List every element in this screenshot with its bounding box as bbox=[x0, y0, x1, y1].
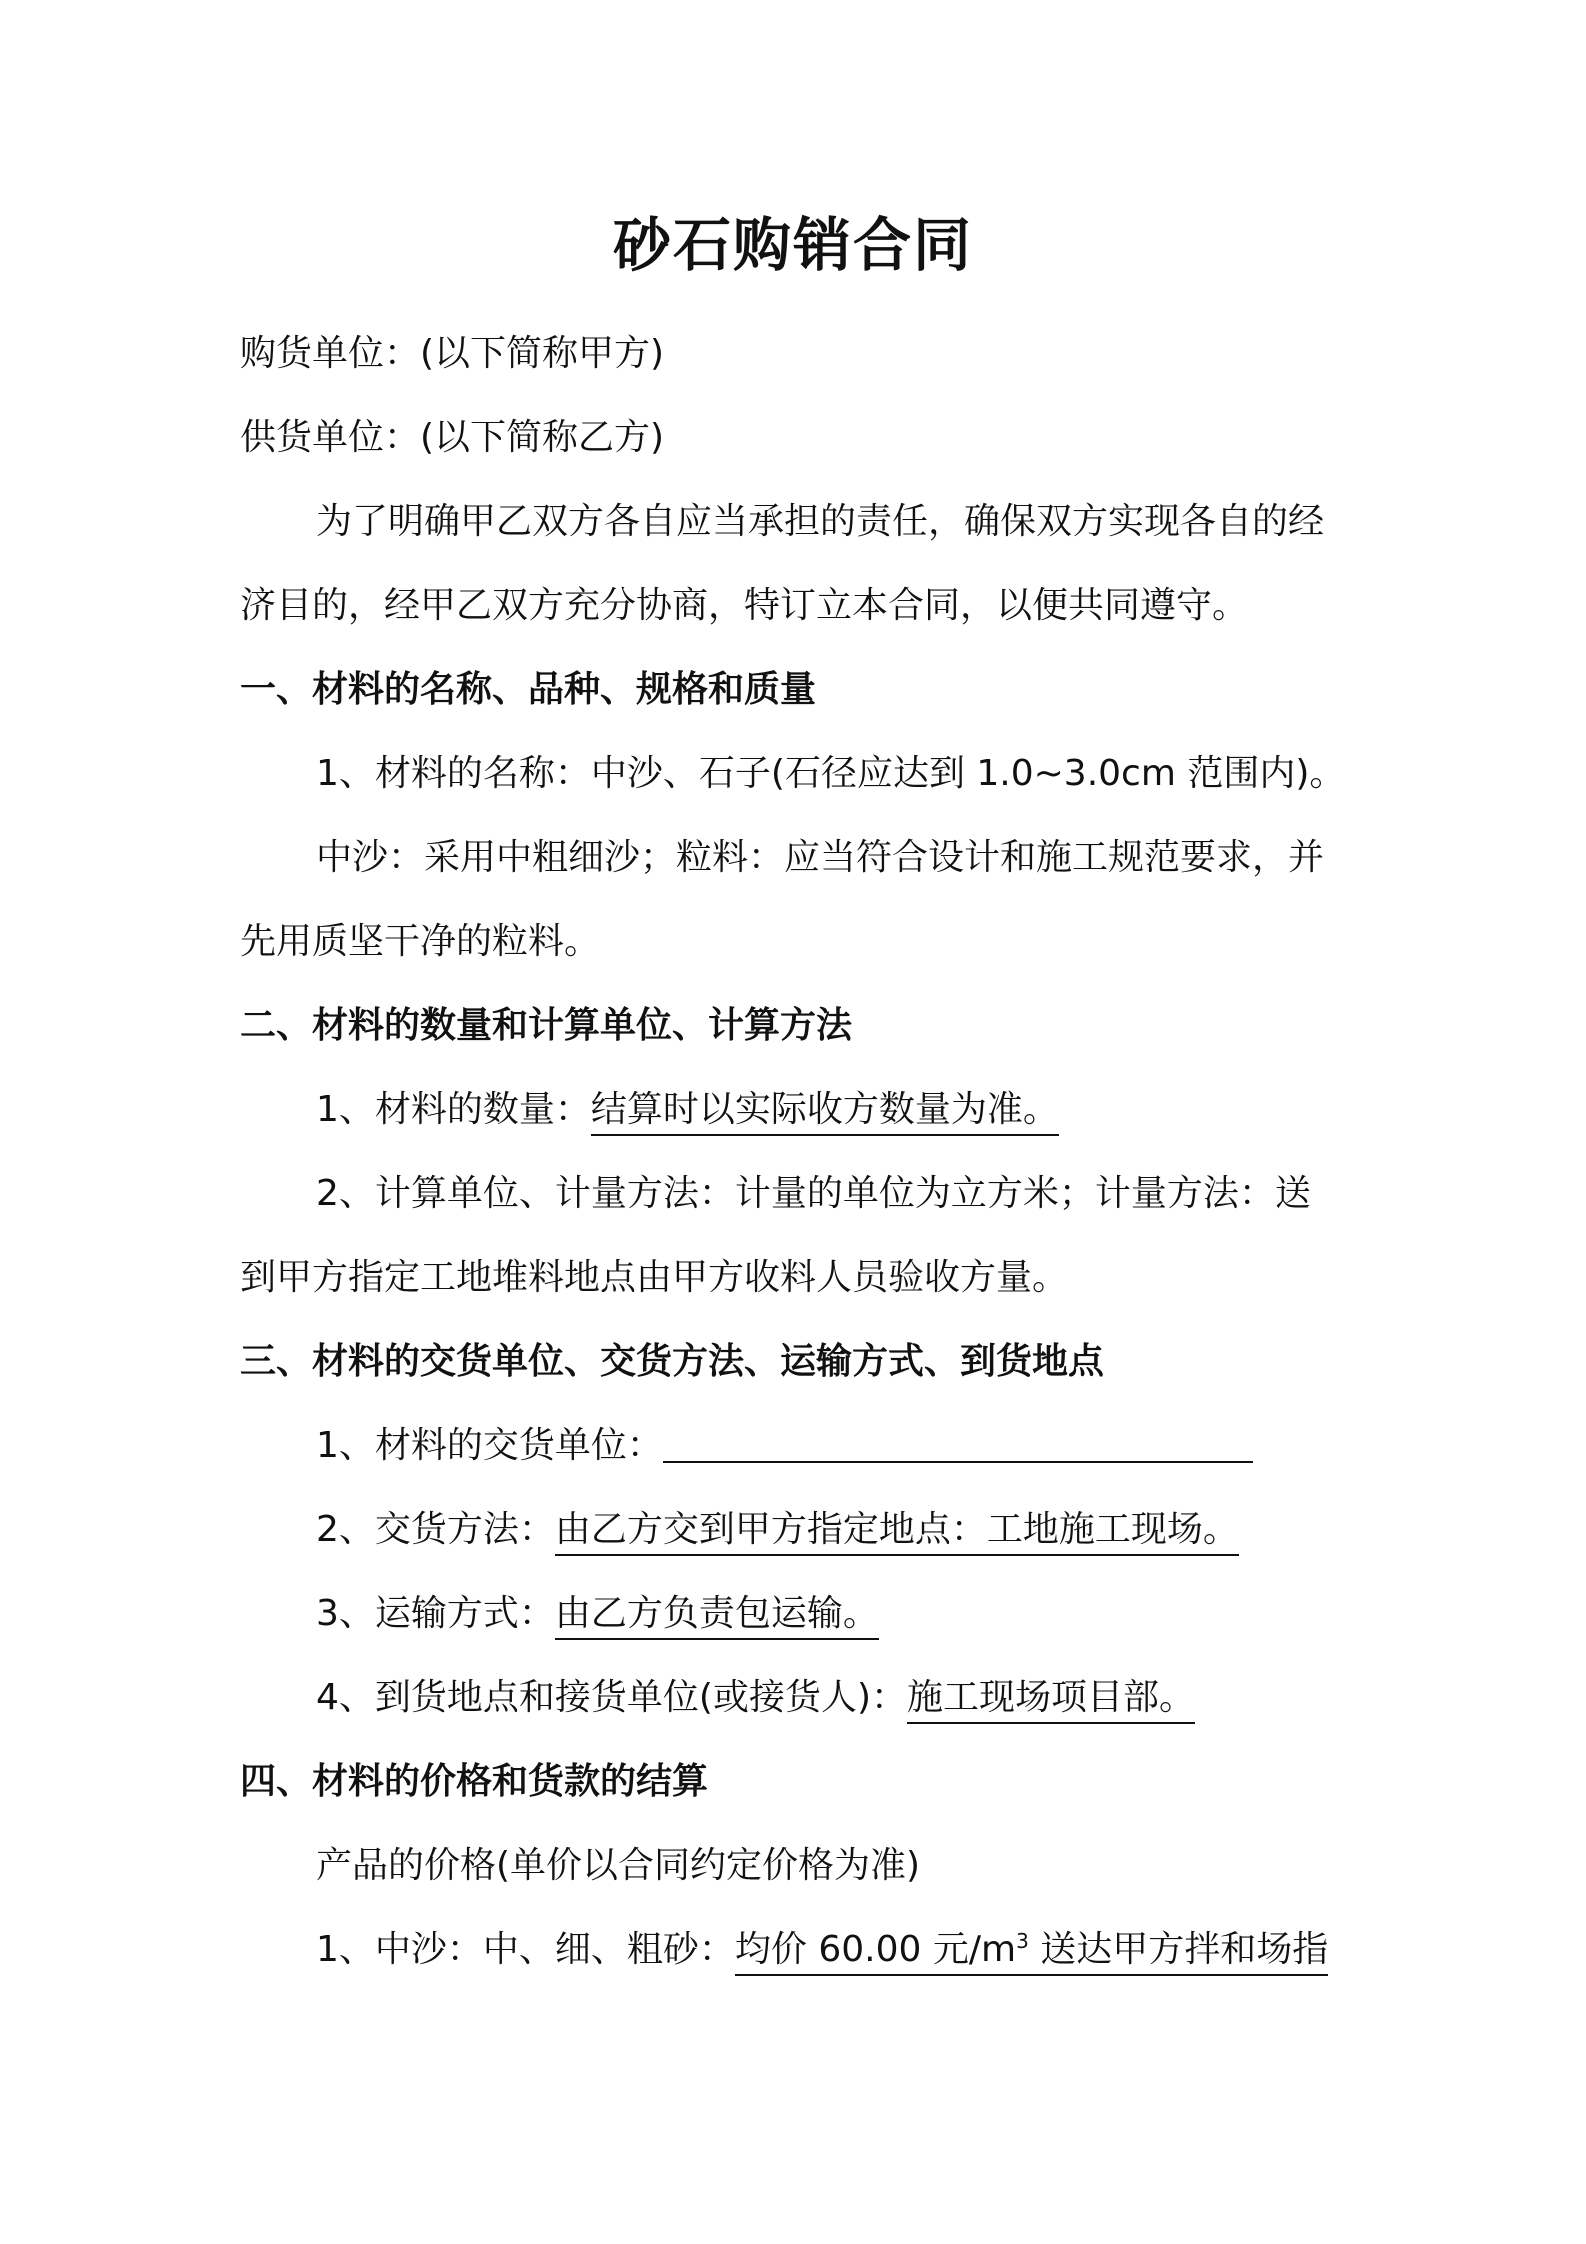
section-3-item-4 bbox=[316, 1672, 1360, 1724]
document-title: 砂石购销合同 bbox=[612, 211, 973, 279]
section-4-item-1-label: 1、中沙：中、细、粗砂： bbox=[316, 1929, 735, 1970]
section-3-item-2-label: 2、交货方法： bbox=[316, 1509, 555, 1550]
section-4-item-1-value bbox=[735, 1928, 1328, 1976]
section-1-heading: 一、材料的名称、品种、规格和质量 bbox=[240, 669, 817, 710]
intro-paragraph-line-1: 为了明确甲乙双方各自应当承担的责任，确保双方实现各自的经 bbox=[316, 501, 1325, 542]
section-4-item-1 bbox=[316, 1924, 1360, 1976]
section-3-item-2 bbox=[316, 1504, 1360, 1556]
section-4-heading: 四、材料的价格和货款的结算 bbox=[240, 1761, 709, 1802]
section-3-item-1-label: 1、材料的交货单位： bbox=[316, 1425, 663, 1466]
section-2-item-2-line-2: 到甲方指定工地堆料地点由甲方收料人员验收方量。 bbox=[240, 1257, 1069, 1298]
section-3-item-4-value: 施工现场项目部。 bbox=[907, 1676, 1195, 1724]
section-2-item-2-line-1: 2、计算单位、计量方法：计量的单位为立方米；计量方法：送 bbox=[316, 1173, 1311, 1214]
section-3-item-3-label: 3、运输方式： bbox=[316, 1593, 555, 1634]
cubic-superscript: 3 bbox=[1016, 1929, 1029, 1953]
buyer-line: 购货单位：(以下简称甲方) bbox=[240, 333, 665, 374]
section-2-item-1-label: 1、材料的数量： bbox=[316, 1089, 591, 1130]
section-4-item-1-value-rest: 送达甲方拌和场指 bbox=[1028, 1929, 1329, 1970]
section-3-item-1 bbox=[316, 1420, 1360, 1472]
section-3-item-3-value: 由乙方负责包运输。 bbox=[555, 1592, 879, 1640]
section-3-item-2-value: 由乙方交到甲方指定地点：工地施工现场。 bbox=[555, 1508, 1239, 1556]
intro-paragraph-line-2: 济目的，经甲乙双方充分协商，特订立本合同，以便共同遵守。 bbox=[240, 585, 1249, 626]
section-1-item-2-line-2: 先用质坚干净的粒料。 bbox=[240, 921, 601, 962]
section-3-heading: 三、材料的交货单位、交货方法、运输方式、到货地点 bbox=[240, 1341, 1105, 1382]
section-2-item-1-value: 结算时以实际收方数量为准。 bbox=[591, 1088, 1059, 1136]
section-3-item-3 bbox=[316, 1588, 1360, 1640]
section-4-price-note: 产品的价格(单价以合同约定价格为准) bbox=[316, 1845, 921, 1886]
section-4-item-1-value-main: 均价 60.00 元/m bbox=[734, 1929, 1017, 1970]
section-2-item-1 bbox=[316, 1084, 1360, 1136]
section-1-item-1: 1、材料的名称：中沙、石子(石径应达到 1.0~3.0cm 范围内)。 bbox=[316, 753, 1346, 794]
section-1-item-2-line-1: 中沙：采用中粗细沙；粒料：应当符合设计和施工规范要求，并 bbox=[316, 837, 1325, 878]
delivery-unit-blank bbox=[663, 1421, 1253, 1463]
supplier-line: 供货单位：(以下简称乙方) bbox=[240, 417, 665, 458]
section-3-item-4-label: 4、到货地点和接货单位(或接货人)： bbox=[316, 1677, 907, 1718]
section-2-heading: 二、材料的数量和计算单位、计算方法 bbox=[240, 1005, 853, 1046]
